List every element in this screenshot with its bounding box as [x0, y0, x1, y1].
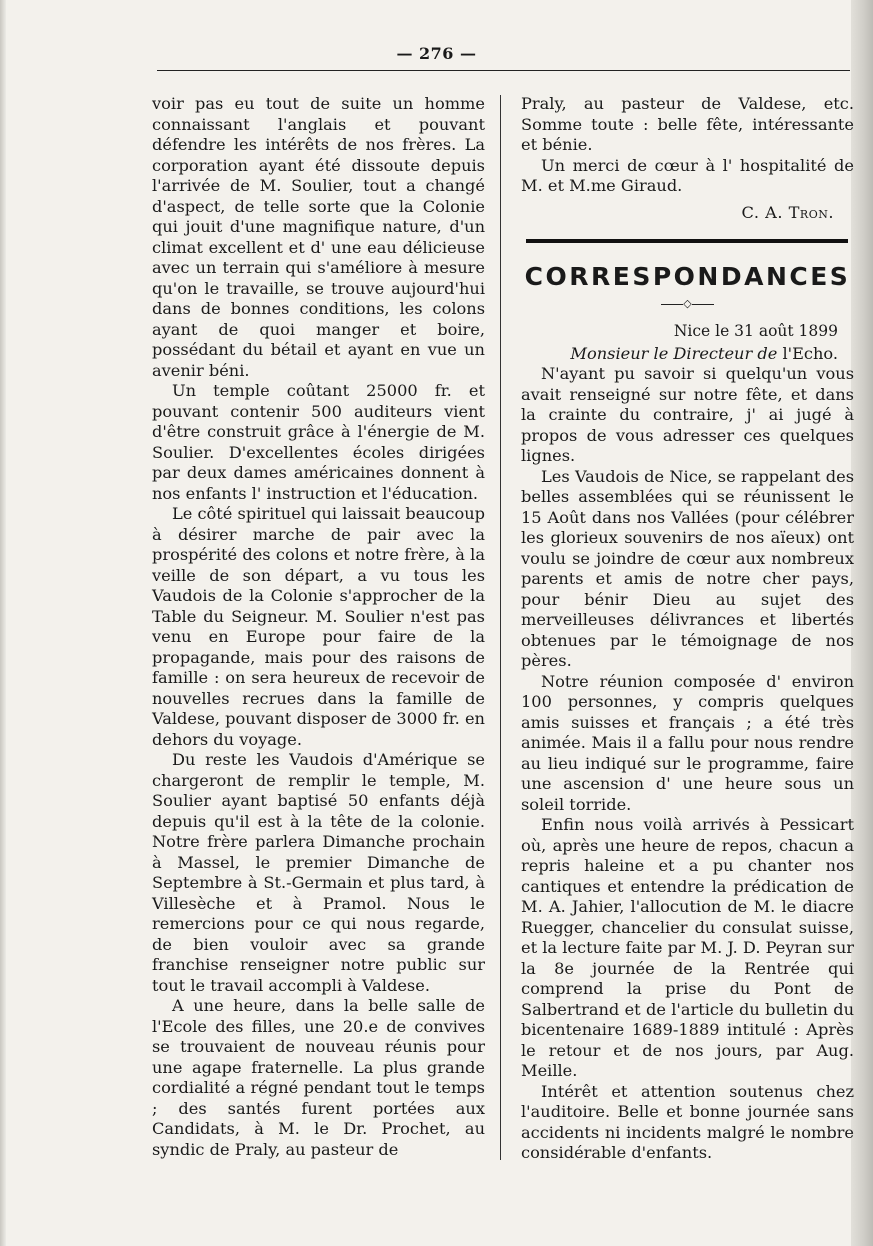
- page-edge-right: [851, 0, 873, 1246]
- paragraph: Un temple coûtant 25000 fr. et pouvant contenir 500 auditeurs vient d'être construit grâce à l'énergie de M. Soulier. D'excellentes écoles dirigées par deux dames américaines donnent à nos enfants l' instruction et l'éducation.: [152, 381, 485, 503]
- paragraph: A une heure, dans la belle salle de l'Ecole des filles, une 20.e de convives se trouvaient de nouveau réunis pour une agape fraternelle. La plus grande cordialité a régné pendant tout le temps ; des santés furent portées aux Candidats, à M. le Dr. Prochet, au syndic de Praly, au pasteur de: [152, 996, 485, 1159]
- salutation: [521, 344, 838, 365]
- paragraph: Le côté spirituel qui laissait beaucoup à désirer marche de pair avec la prospérité des colons et notre frère, à la veille de son départ, a vu tous les Vaudois de la Colonie s'approcher de la Table du Seigneur. M. Soulier n'est pas venu en Europe pour faire de la propagande, mais pour des raisons de famille : on sera heureux de recevoir de nouvelles recrues dans la famille de Valdese, pouvant disposer de 3000 fr. en dehors du voyage.: [152, 504, 485, 749]
- diamond-ornament-icon: ◇: [683, 297, 692, 310]
- dateline: Nice le 31 août 1899: [673, 322, 838, 340]
- paragraph: Un merci de cœur à l' hospitalité de M. et M.me Giraud.: [521, 155, 854, 195]
- ornament-line: [661, 304, 683, 305]
- paragraph: Notre réunion composée d' environ 100 personnes, y compris quelques amis suisses et français ; a été très animée. Mais il a fallu pour nous rendre au lieu indiqué sur le programme, faire une ascension d' une heure sous un soleil torride.: [521, 671, 854, 814]
- right-column: [521, 94, 854, 1164]
- section-title: CORRESPONDANCES: [524, 262, 851, 291]
- salutation-italic: Monsieur le Directeur de: [570, 343, 778, 363]
- paragraph: Les Vaudois de Nice, se rappelant des belles assemblées qui se réunissent le 15 Août dans nos Vallées (pour célébrer les glorieux souvenirs de nos aïeux) ont voulu se joindre de cœur aux nombreux parents et amis de notre cher pays, pour bénir Dieu au sujet des merveilleuses délivrances et libertés obtenues par le témoignage de nos pères.: [521, 466, 854, 670]
- signature: C. A. Tron.: [741, 202, 834, 222]
- header-rule: [157, 70, 850, 71]
- paragraph: N'ayant pu savoir si quelqu'un vous avait renseigné sur notre fête, et dans la crainte du contraire, j' ai jugé à propos de vous adresser ces quelques lignes.: [521, 364, 854, 465]
- paragraph: Enfin nous voilà arrivés à Pessicart où, après une heure de repos, chacun a repris haleine et a pu chanter nos cantiques et entendre la prédication de M. A. Jahier, l'allocution de M. le diacre Ruegger, chancelier du consulat suisse, et la lecture faite par M. J. D. Peyran sur la 8e journée de la Rentrée qui comprend la prise du Pont de Salbertrand et de l'article du bulletin du bicentenaire 1689-1889 intitulé : Après le retour et de nos jours, par Aug. Meille.: [521, 815, 854, 1080]
- paragraph: Intérêt et attention soutenus chez l'auditoire. Belle et bonne journée sans accidents ni incidents malgré le nombre considérable d'enfants.: [521, 1081, 854, 1162]
- page-number: — 276 —: [396, 44, 477, 63]
- paragraph: Praly, au pasteur de Valdese, etc. Somme toute : belle fête, intéressante et bénie.: [521, 94, 854, 154]
- ornament-line: [692, 304, 714, 305]
- salutation-rest: l'Echo.: [777, 343, 838, 363]
- column-divider: [500, 95, 501, 1160]
- section-rule: [526, 239, 848, 243]
- page-edge-left: [0, 0, 6, 1246]
- paragraph: voir pas eu tout de suite un homme connaissant l'anglais et pouvant défendre les intérêts de nos frères. La corporation ayant été dissoute depuis l'arrivée de M. Soulier, tout a changé d'aspect, de telle sorte que la Colonie qui jouit d'une magnifique nature, d'un climat excellent et d' une eau délicieuse avec un terrain qui s'améliore à mesure qu'on le travaille, se trouve aujourd'hui dans de bonnes conditions, les colons ayant de quoi manger et boire, possédant du bétail et ayant en vue un avenir béni.: [152, 94, 485, 380]
- paragraph: Du reste les Vaudois d'Amérique se chargeront de remplir le temple, M. Soulier ayant baptisé 50 enfants déjà depuis qu'il est à la tête de la colonie. Notre frère parlera Dimanche prochain à Massel, le premier Dimanche de Septembre à St.-Germain et plus tard, à Villesèche et à Pramol. Nous le remercions pour ce qui nous regarde, de bien vouloir avec sa grande franchise renseigner notre public sur tout le travail accompli à Valdese.: [152, 750, 485, 995]
- ornament-divider: [521, 297, 854, 311]
- left-column: [152, 94, 485, 1160]
